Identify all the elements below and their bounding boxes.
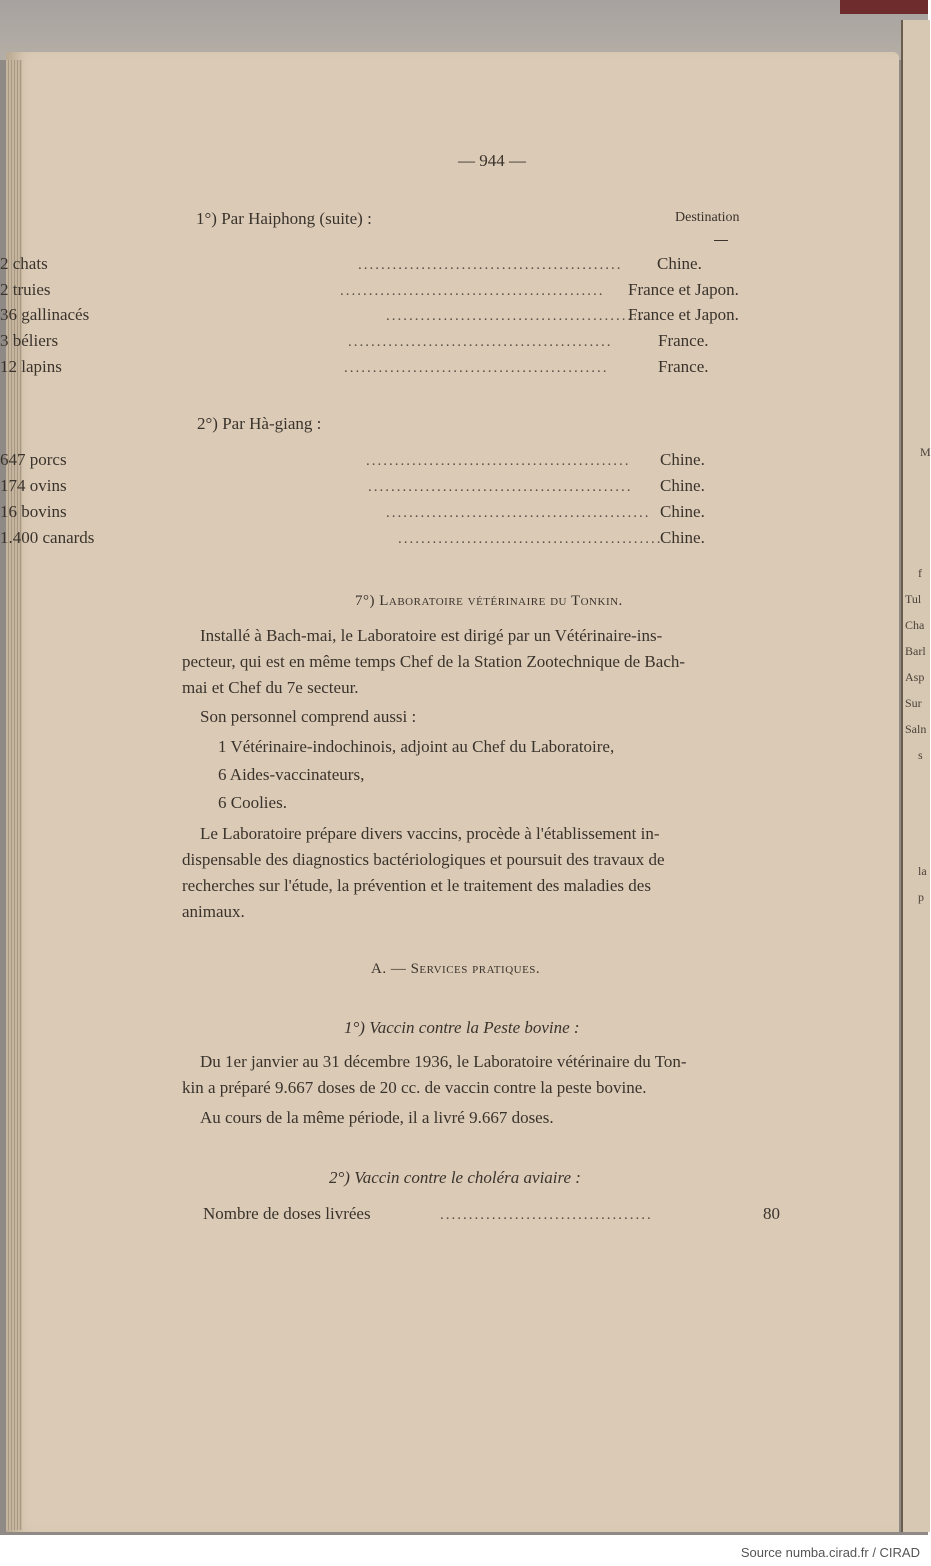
leader-dots: .............................................. xyxy=(386,308,651,324)
next-page-text-fragment: Asp xyxy=(905,670,925,684)
section-heading-ha-giang: 2°) Par Hà-giang : xyxy=(197,414,322,433)
page xyxy=(6,52,899,1532)
book-top-edge xyxy=(0,0,928,60)
leader-dots: .............................................. xyxy=(344,360,609,376)
paragraph-line: Du 1er janvier au 31 décembre 1936, le Laboratoire vétérinaire du Ton- xyxy=(200,1052,687,1071)
next-page-text-fragment: s xyxy=(918,748,923,762)
row-destination: Chine. xyxy=(657,254,702,273)
paragraph-line: recherches sur l'étude, la prévention et le traitement des maladies des xyxy=(182,876,651,895)
leader-dots: .............................................. xyxy=(368,479,633,495)
next-page-text-fragment: Sur xyxy=(905,696,922,710)
staff-item: 6 Coolies. xyxy=(218,793,287,812)
leader-dots: ..................................... xyxy=(440,1207,653,1223)
paragraph-line: Au cours de la même période, il a livré 9.667 doses. xyxy=(200,1108,554,1127)
book-binding-edge xyxy=(840,0,928,14)
next-page-text-fragment: Barl xyxy=(905,644,926,658)
row-destination: Chine. xyxy=(660,476,705,495)
paragraph-line: Installé à Bach-mai, le Laboratoire est dirigé par un Vétérinaire-ins- xyxy=(200,626,663,645)
destination-label: Destination xyxy=(675,210,740,225)
leader-dots: .............................................. xyxy=(366,453,631,469)
row-item: 12 lapins xyxy=(0,357,62,376)
paragraph-line: kin a préparé 9.667 doses de 20 cc. de vaccin contre la peste bovine. xyxy=(182,1078,647,1097)
next-page-text-fragment: Tul xyxy=(905,592,922,606)
row-destination: Chine. xyxy=(660,450,705,469)
paragraph-line: Son personnel comprend aussi : xyxy=(200,707,417,726)
row-destination: France. xyxy=(658,331,709,350)
staff-item: 6 Aides-vaccinateurs, xyxy=(218,765,365,784)
divider xyxy=(714,240,728,241)
row-item: 647 porcs xyxy=(0,450,67,469)
row-destination: France et Japon. xyxy=(628,280,739,299)
lab-heading: 7°) Laboratoire vétérinaire du Tonkin. xyxy=(355,593,623,609)
leader-dots: .............................................. xyxy=(358,257,623,273)
row-item: 1.400 canards xyxy=(0,528,95,547)
next-page-text-fragment: Cha xyxy=(905,618,925,632)
row-item: 16 bovins xyxy=(0,502,67,521)
doses-value: 80 xyxy=(763,1204,780,1223)
page-number: — 944 — xyxy=(458,151,526,170)
next-page-text-fragment: Saln xyxy=(905,722,927,736)
leader-dots: .............................................. xyxy=(348,334,613,350)
subheading-peste-bovine: 1°) Vaccin contre la Peste bovine : xyxy=(344,1018,580,1037)
source-footer: Source numba.cirad.fr / CIRAD xyxy=(740,1545,920,1560)
row-item: 2 truies xyxy=(0,280,51,299)
row-item: 2 chats xyxy=(0,254,48,273)
staff-item: 1 Vétérinaire-indochinois, adjoint au Chef du Laboratoire, xyxy=(218,737,615,756)
next-page-edge xyxy=(901,20,930,1532)
section-heading-haiphong: 1°) Par Haiphong (suite) : xyxy=(196,209,372,228)
row-destination: Chine. xyxy=(660,502,705,521)
services-heading: A. — Services pratiques. xyxy=(371,961,541,977)
row-item: 3 béliers xyxy=(0,331,59,350)
leader-dots: .............................................. xyxy=(398,531,663,547)
doses-label: Nombre de doses livrées xyxy=(203,1204,371,1223)
row-destination: France. xyxy=(658,357,709,376)
next-page-text-fragment: f xyxy=(918,566,922,580)
leader-dots: .............................................. xyxy=(386,505,651,521)
subheading-cholera-aviaire: 2°) Vaccin contre le choléra aviaire : xyxy=(329,1168,581,1187)
paragraph-line: mai et Chef du 7e secteur. xyxy=(182,678,359,697)
next-page-text-fragment: M xyxy=(920,445,931,459)
row-destination: France et Japon. xyxy=(628,305,739,324)
paragraph-line: pecteur, qui est en même temps Chef de la Station Zootechnique de Bach- xyxy=(182,652,686,671)
paragraph-line: Le Laboratoire prépare divers vaccins, procède à l'établissement in- xyxy=(200,824,660,843)
leader-dots: .............................................. xyxy=(340,283,605,299)
next-page-text-fragment: p xyxy=(918,890,924,904)
next-page-text-fragment: la xyxy=(918,864,927,878)
row-destination: Chine. xyxy=(660,528,705,547)
row-item: 174 ovins xyxy=(0,476,67,495)
row-item: 36 gallinacés xyxy=(0,305,90,324)
paragraph-line: dispensable des diagnostics bactériologiques et poursuit des travaux de xyxy=(182,850,665,869)
paragraph-line: animaux. xyxy=(182,902,245,921)
